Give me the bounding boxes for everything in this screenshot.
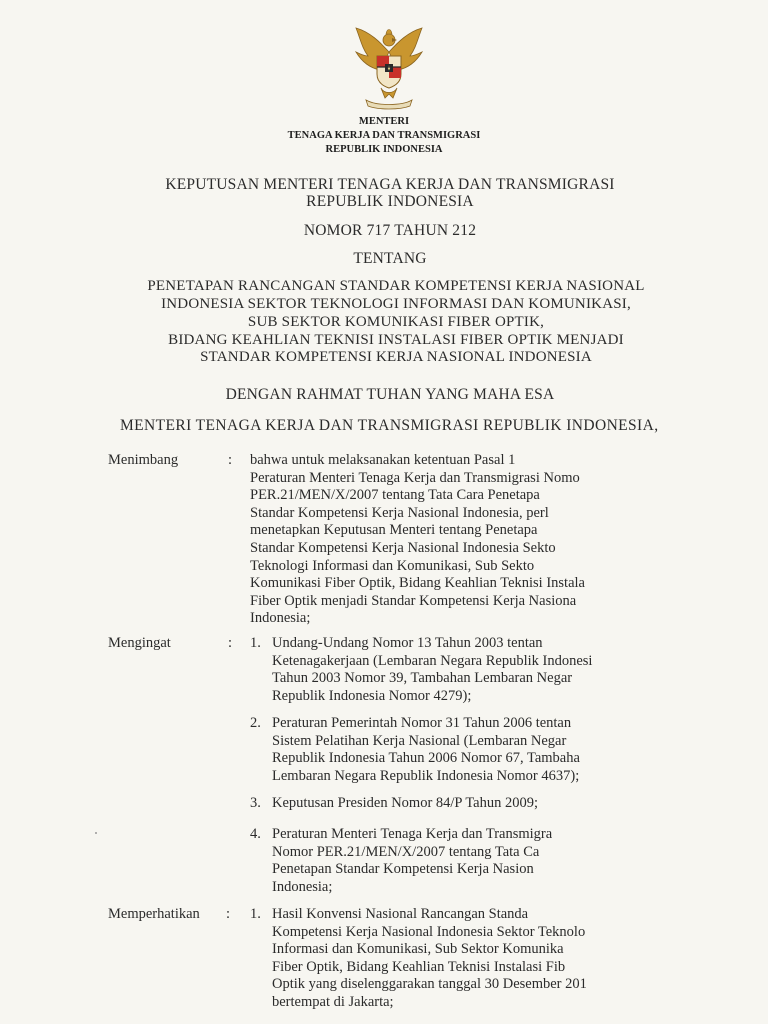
menimbang-label: Menimbang [108, 452, 179, 468]
menimbang-colon: : [228, 452, 233, 468]
item-number: 4. [250, 826, 261, 842]
memperhatikan-label: Memperhatikan [108, 906, 200, 922]
item-number: 3. [250, 795, 261, 811]
ministry-name-line2: TENAGA KERJA DAN TRANSMIGRASI [287, 130, 481, 141]
item-number: 1. [250, 906, 261, 922]
menimbang-text: bahwa untuk melaksanakan ketentuan Pasal 1 Peraturan Menteri Tenaga Kerja dan Transmigrasi Nomo PER.21/MEN/X/2007 tentang Tata Cara Penetapa Standar Kompetensi Kerja Nasional Indonesia, perl menetapkan Keputusan Menteri tentang Penetapa Standar Kompetensi Kerja Nasional Indonesia Sekto Teknologi Informasi dan Komunikasi, Sub Sekto Komunikasi Fiber Optik, Bidang Keahlian Teknisi Instala Fiber Optik menjadi Standar Kompetensi Kerja Nasiona Indonesia; [250, 452, 585, 627]
minister-line: MENTERI TENAGA KERJA DAN TRANSMIGRASI REPUBLIK INDONESIA, [120, 417, 659, 434]
ministry-name-line1: MENTERI [358, 116, 410, 127]
item-text: Hasil Konvensi Nasional Rancangan Standa Kompetensi Kerja Nasional Indonesia Sektor Teknolo Informasi dan Komunikasi, Sub Sektor Komunika Fiber Optik, Bidang Keahlian Teknisi Instalasi Fib Optik yang diselenggarakan tanggal 30 Desember 201 bertempat di Jakarta; [272, 906, 587, 1010]
ministry-name-line3: REPUBLIK INDONESIA [325, 144, 443, 155]
garuda-emblem-icon [346, 22, 432, 110]
topic-line5: STANDAR KOMPETENSI KERJA NASIONAL INDONESIA [200, 349, 592, 365]
topic-line4: BIDANG KEAHLIAN TEKNISI INSTALASI FIBER OPTIK MENJADI [168, 332, 624, 348]
item-text: Peraturan Pemerintah Nomor 31 Tahun 2006 tentan Sistem Pelatihan Kerja Nasional (Lembaran Negar Republik Indonesia Tahun 2006 Nomor 67, Tambaha Lembaran Negara Republik Indonesia Nomor 4637); [272, 715, 580, 784]
decree-title-line1: KEPUTUSAN MENTERI TENAGA KERJA DAN TRANSMIGRASI [165, 176, 615, 193]
item-number: 2. [250, 715, 261, 731]
topic-line2: INDONESIA SEKTOR TEKNOLOGI INFORMASI DAN KOMUNIKASI, [161, 296, 631, 312]
decree-title-line2: REPUBLIK INDONESIA [306, 193, 474, 210]
scan-speck [95, 832, 97, 834]
item-text: Keputusan Presiden Nomor 84/P Tahun 2009; [272, 795, 539, 811]
item-text: Peraturan Menteri Tenaga Kerja dan Transmigra Nomor PER.21/MEN/X/2007 tentang Tata Ca Penetapan Standar Kompetensi Kerja Nasion Indonesia; [272, 826, 553, 895]
mengingat-colon: : [228, 635, 233, 651]
item-text: Undang-Undang Nomor 13 Tahun 2003 tentan Ketenagakerjaan (Lembaran Negara Republik Indonesi Tahun 2003 Nomor 39, Tambahan Lembaran Negar Republik Indonesia Nomor 4279); [272, 635, 593, 704]
item-number: 1. [250, 635, 261, 651]
decree-tentang: TENTANG [353, 250, 427, 267]
topic-line3: SUB SEKTOR KOMUNIKASI FIBER OPTIK, [247, 314, 545, 330]
memperhatikan-colon: : [226, 906, 231, 922]
mengingat-label: Mengingat [108, 635, 171, 651]
rahmat-line: DENGAN RAHMAT TUHAN YANG MAHA ESA [225, 386, 555, 403]
topic-line1: PENETAPAN RANCANGAN STANDAR KOMPETENSI KERJA NASIONAL [147, 278, 645, 294]
decree-number: NOMOR 717 TAHUN 212 [303, 222, 477, 239]
